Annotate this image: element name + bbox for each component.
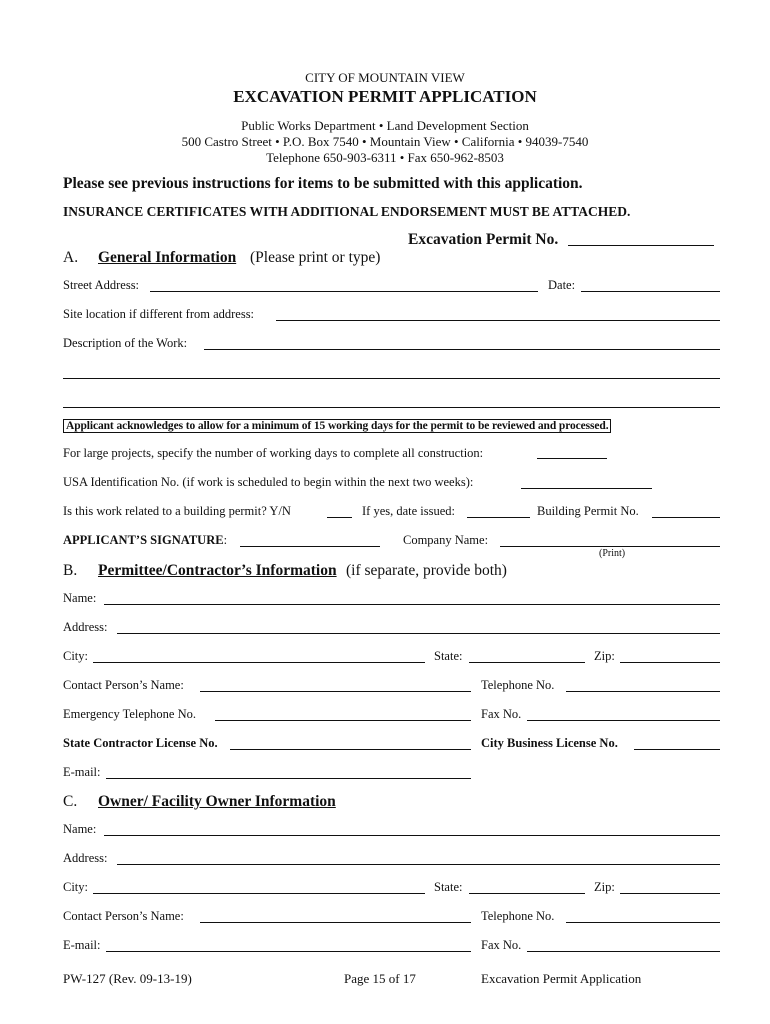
c-fax-label: Fax No. (481, 938, 522, 952)
form-title: EXCAVATION PERMIT APPLICATION (233, 87, 537, 106)
b-license-label: State Contractor License No. (63, 736, 218, 750)
instructions-note: Please see previous instructions for items to be submitted with this application. (63, 175, 583, 192)
phone-line: Telephone 650-903-6311 • Fax 650-962-8503 (266, 150, 504, 165)
footer-form-number: PW-127 (Rev. 09-13-19) (63, 971, 192, 986)
date-label: Date: (548, 278, 576, 292)
c-city-field[interactable] (93, 893, 425, 894)
c-state-field[interactable] (469, 893, 585, 894)
date-issued-field[interactable] (467, 517, 530, 518)
large-projects-label: For large projects, specify the number of working days to complete all construction: (63, 446, 484, 460)
address-line: 500 Castro Street • P.O. Box 7540 • Mountain View • California • 94039-7540 (181, 134, 589, 149)
acknowledgement-box: Applicant acknowledges to allow for a minimum of 15 working days for the permit to be reviewed and processed. (63, 419, 611, 433)
company-name-label: Company Name: (403, 533, 489, 547)
b-city-label: City: (63, 649, 89, 663)
b-telephone-field[interactable] (566, 691, 720, 692)
section-c-letter: C. (63, 793, 78, 810)
c-zip-label: Zip: (594, 880, 615, 894)
signature-label-colon: : (223, 533, 228, 547)
description-line-2[interactable] (63, 378, 720, 379)
b-telephone-label: Telephone No. (481, 678, 555, 692)
c-telephone-field[interactable] (566, 922, 720, 923)
street-address-field[interactable] (150, 291, 538, 292)
b-state-label: State: (434, 649, 463, 663)
c-address-label: Address: (63, 851, 108, 865)
b-name-label: Name: (63, 591, 97, 605)
b-city-field[interactable] (93, 662, 425, 663)
working-days-field[interactable] (537, 458, 607, 459)
signature-field[interactable] (240, 546, 380, 547)
c-name-field[interactable] (104, 835, 720, 836)
c-email-field[interactable] (106, 951, 471, 952)
section-b-letter: B. (63, 562, 78, 579)
c-telephone-label: Telephone No. (481, 909, 555, 923)
description-label: Description of the Work: (63, 336, 188, 350)
date-issued-label: If yes, date issued: (362, 504, 456, 518)
permit-no-field[interactable] (568, 245, 714, 246)
footer-document-name: Excavation Permit Application (481, 971, 642, 986)
building-permit-no-label: Building Permit No. (537, 504, 639, 518)
street-address-label: Street Address: (63, 278, 140, 292)
usa-id-field[interactable] (521, 488, 652, 489)
section-b-title: Permittee/Contractor’s Information (98, 562, 337, 579)
site-location-field[interactable] (276, 320, 720, 321)
city-name: CITY OF MOUNTAIN VIEW (305, 70, 465, 85)
section-c-title: Owner/ Facility Owner Information (98, 793, 336, 810)
c-city-label: City: (63, 880, 89, 894)
c-email-label: E-mail: (63, 938, 101, 952)
c-contact-label: Contact Person’s Name: (63, 909, 184, 923)
b-contact-field[interactable] (200, 691, 471, 692)
description-line-3[interactable] (63, 407, 720, 408)
site-location-label: Site location if different from address: (63, 307, 255, 321)
c-name-label: Name: (63, 822, 97, 836)
usa-id-label: USA Identification No. (if work is scheduled to begin within the next two weeks): (63, 475, 474, 489)
date-field[interactable] (581, 291, 720, 292)
section-b-note: (if separate, provide both) (346, 562, 507, 579)
description-field[interactable] (204, 349, 720, 350)
b-contact-label: Contact Person’s Name: (63, 678, 184, 692)
b-address-field[interactable] (117, 633, 720, 634)
b-zip-label: Zip: (594, 649, 615, 663)
section-a-title: General Information (98, 249, 237, 266)
section-a-letter: A. (63, 249, 79, 266)
b-emergency-field[interactable] (215, 720, 471, 721)
department-line: Public Works Department • Land Development Section (241, 118, 529, 133)
print-hint: (Print) (599, 548, 626, 559)
b-zip-field[interactable] (620, 662, 720, 663)
c-state-label: State: (434, 880, 463, 894)
building-permit-no-field[interactable] (652, 517, 720, 518)
b-name-field[interactable] (104, 604, 720, 605)
insurance-note: INSURANCE CERTIFICATES WITH ADDITIONAL ENDORSEMENT MUST BE ATTACHED. (63, 204, 631, 219)
company-name-field[interactable] (500, 546, 720, 547)
b-address-label: Address: (63, 620, 108, 634)
b-business-license-field[interactable] (634, 749, 720, 750)
c-fax-field[interactable] (527, 951, 720, 952)
building-related-label: Is this work related to a building permit? Y/N (63, 504, 291, 518)
permit-no-label: Excavation Permit No. (408, 231, 559, 248)
signature-label-text: APPLICANT’S SIGNATURE (63, 533, 224, 547)
c-address-field[interactable] (117, 864, 720, 865)
b-email-label: E-mail: (63, 765, 101, 779)
c-zip-field[interactable] (620, 893, 720, 894)
b-fax-label: Fax No. (481, 707, 522, 721)
section-a-note: (Please print or type) (250, 249, 381, 266)
b-business-license-label: City Business License No. (481, 736, 618, 750)
b-fax-field[interactable] (527, 720, 720, 721)
c-contact-field[interactable] (200, 922, 471, 923)
b-email-field[interactable] (106, 778, 471, 779)
b-license-field[interactable] (230, 749, 471, 750)
footer-page-number: Page 15 of 17 (344, 971, 416, 986)
signature-label (63, 533, 227, 548)
b-emergency-label: Emergency Telephone No. (63, 707, 196, 721)
building-related-yn-field[interactable] (327, 517, 352, 518)
b-state-field[interactable] (469, 662, 585, 663)
